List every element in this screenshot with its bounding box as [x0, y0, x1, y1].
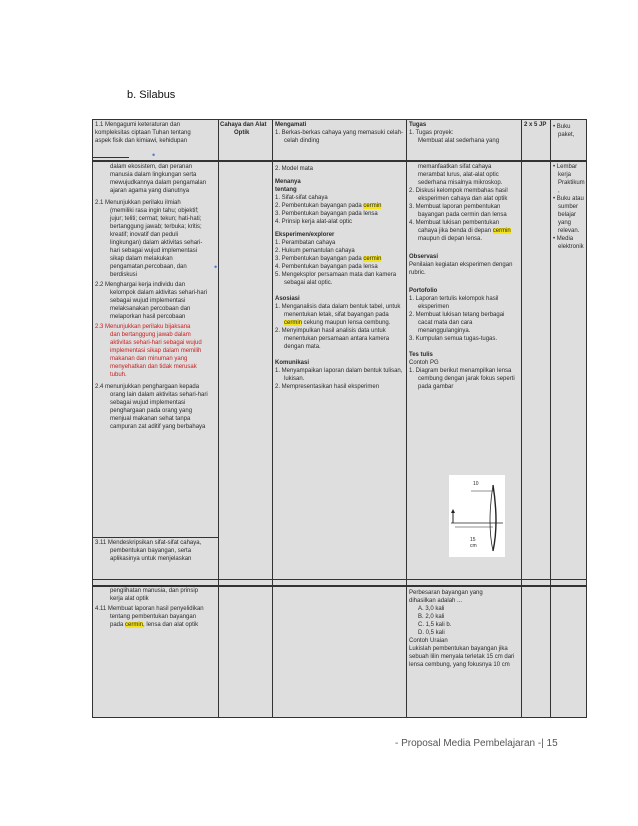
- label-15cm: 15 cm: [470, 537, 477, 549]
- kegiatan-cont: 2. Model mata Menanya tentang 1. Sifat-sifat cahaya 2. Pembentukan bayangan pada cermin 3. Pembentukan bayangan pada lensa 4. Prinsip kerja alat-alat optic Eksperimen/explorer 1. Perambatan cahaya 2. Hukum pemantulan cahaya 3. Pembentukan bayangan pada cermin 4. Pembentukan bayangan pada lensa 5. Mengeksplor persamaan mata dan kamera sebagai alat optic. Asosiasi 1. Menganalisis data dalam bentuk tabel, untuk menentukan letak, sifat bayangan pada cermin cekung maupun lensa cembung. 2. Menyimpulkan hasil analisis data untuk menentukan persamaan antara kamera dengan mata. Komunikasi 1. Menyampaikan laporan dalam bentuk tulisan, lukisan. 2. Mempresentasikan hasil eksperimen: [275, 166, 403, 390]
- alokasi-waktu: 2 x 5 JP: [524, 122, 547, 128]
- kd-3-11: 3.11 Mendeskripsikan sifat-sifat cahaya, pembentukan bayangan, serta aplikasinya untuk menjelaskan: [95, 540, 202, 562]
- kegiatan-pembelajaran: Mengamati 1. Berkas-berkas cahaya yang memasuki celah- celah dinding: [275, 122, 404, 144]
- penilaian-lower: Perbesaran bayangan yang dihasilkan adalah ... A. 3,0 kali B. 2,0 kali C. 1,5 kali b. D. 0,5 kali Contoh Uraian Lukislah pembentukan bayangan jika sebuah lilin menyala terletak 15 cm dari lensa cembung, yang fokusnya 10 cm: [409, 590, 515, 668]
- kd-3-11-cont: penglihatan manusia, dan prinsip kerja alat optik: [110, 588, 199, 602]
- section-heading: b. Silabus: [127, 89, 176, 101]
- kd-4-11: 4.11 Membuat laporan hasil penyelidikan tentang pembentukan bayangan pada cermin, lensa dan alat optik: [95, 606, 204, 628]
- penilaian-cont: memanfaatkan sifat cahaya merambat lurus, alat-alat optic sederhana misalnya mikroskop. 2. Diskusi kelompok membahas hasil eksperimen cahaya dan alat optik 3. Membuat laporan pembentukan bayangan pada cermin dan lensa 4. Membuat lukisan pembentukan cahaya jika benda di depan cermin maupun di depan lensa. Observasi Penilaian kegiatan eksperimen dengan rubric. Portofolio 1. Laporan tertulis kelompok hasil eksperimen 2. Membuat lukisan tetang berbagai cacat mata dan cara menanggulanginya. 3. Kumpulan semua tugas-tugas. Tes tulis Contoh PG 1. Diagram berikut menampilkan lensa cembung dengan jarak fokus seperti pada gambar: [409, 164, 515, 390]
- kd-2-2: 2.2 Menghargai kerja individu dan kelompok dalam aktivitas sehari-hari sebagai wujud implementasi melaksanakan percobaan dan melaporkan hasil percobaan: [95, 282, 208, 320]
- sumber-belajar-cont: • Lembar kerja Praktikum , • Buku atau sumber belajar yang relevan. • Media elektronik: [553, 164, 585, 250]
- label-10: 10: [473, 481, 479, 487]
- kd-2-3: 2.3 Menunjukkan perilaku bijaksana dan bertanggung jawab dalam aktivitas sehari-hari sebagai wujud implementasi sikap dalam memilih makanan dan minuman yang menyehatkan dan tidak merusak tubuh.: [95, 324, 202, 378]
- penilaian: Tugas 1. Tugas proyek: Membuat alat sederhana yang: [409, 122, 500, 144]
- bullet-dot: •: [152, 150, 156, 160]
- sumber-belajar: • Buku paket,: [553, 124, 575, 138]
- materi-pokok: Cahaya dan Alat Optik: [220, 122, 267, 136]
- bullet-dot: •: [214, 262, 218, 272]
- kd-1-1: 1.1 Mengagumi keteraturan dan kompleksitas ciptaan Tuhan tentang aspek fisik dan kimiawi, kehidupan: [95, 122, 191, 144]
- kd-2-1: 2.1 Menunjukkan perilaku ilmiah (memiliki rasa ingin tahu; objektif; jujur; teliti; cermat; tekun; hati-hati; bertanggung jawab; terbuka; kritis; kreatif; inovatif dan peduli lingkungan) dalam aktivitas sehari- hari sebagai wujud implementasi sikap dalam melakukan pengamatan,percobaan, dan berdiskusi: [95, 200, 203, 278]
- silabus-table: [92, 119, 587, 718]
- kd-2-4: 2.4 menunjukkan penghargaan kepada orang lain dalam aktivitas sehari-hari sebagai wujud implementasi penghargaan pada orang yang menjual makanan sehat tanpa campuran zat aditif yang berbahaya: [95, 384, 208, 430]
- kd-1-1-cont: dalam ekosistem, dan peranan manusia dalam lingkungan serta mewujudkannya dalam pengamalan ajaran agama yang dianutnya: [110, 164, 207, 194]
- page-footer: - Proposal Media Pembelajaran -| 15: [395, 738, 558, 749]
